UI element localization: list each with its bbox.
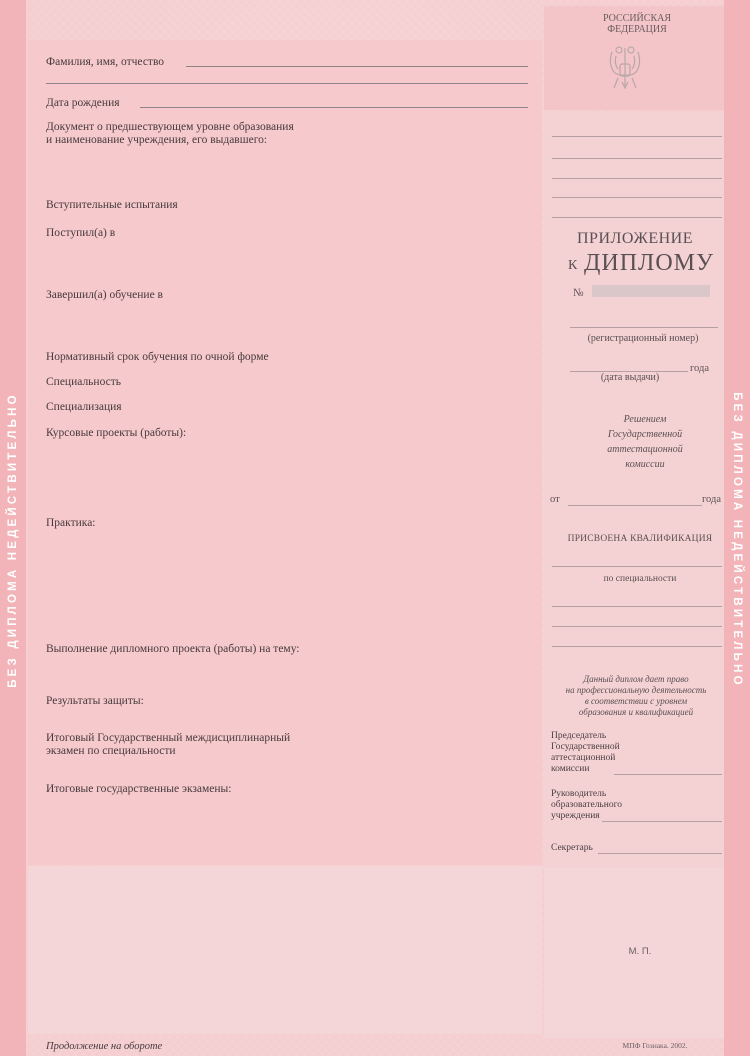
birth-date-line <box>140 107 528 108</box>
decision-line-3: аттестационной <box>607 444 683 455</box>
decision-line-2: Государственной <box>607 429 683 440</box>
right-blank-line-3 <box>552 178 722 179</box>
chairman-line-4: комиссии <box>551 764 590 774</box>
by-specialty-label: по специальности <box>603 574 677 584</box>
year-word-2: года <box>702 494 721 505</box>
rights-line-2: на профессиональную деятельность <box>565 685 707 695</box>
decision-line-1: Решением <box>623 414 667 425</box>
right-blank-line-2 <box>552 158 722 159</box>
printer-imprint: МПФ Гознака. 2002. <box>622 1041 688 1050</box>
country-line-1: РОССИЙСКАЯ <box>602 13 672 24</box>
course-projects-label: Курсовые проекты (работы): <box>46 427 187 439</box>
chairman-line-1: Председатель <box>551 731 607 741</box>
coat-of-arms-emblem <box>602 42 648 92</box>
practice-label: Практика: <box>46 517 96 529</box>
graduated-label: Завершил(а) обучение в <box>46 289 163 301</box>
specialty-line-3 <box>552 646 722 647</box>
state-exams-label: Итоговые государственные экзамены: <box>46 783 232 795</box>
defense-results-label: Результаты защиты: <box>46 695 144 707</box>
reg-number-caption: (регистрационный номер) <box>587 333 699 344</box>
specialty-line-1 <box>552 606 722 607</box>
decision-date-line <box>568 505 702 506</box>
diploma-project-label: Выполнение дипломного проекта (работы) на тему: <box>46 643 300 655</box>
full-name-label: Фамилия, имя, отчество <box>46 56 165 68</box>
reg-number-line <box>570 327 718 328</box>
qualification-line <box>552 566 722 567</box>
full-name-line <box>186 66 528 67</box>
final-exam-label-1: Итоговый Государственный междисциплинарный <box>46 732 291 744</box>
rights-line-1: Данный диплом дает право <box>583 674 689 684</box>
supplement-title: ПРИЛОЖЕНИЕ <box>576 230 693 247</box>
diploma-title: ДИПЛОМУ <box>584 250 714 276</box>
entrance-exams-label: Вступительные испытания <box>46 199 178 211</box>
issue-date-caption: (дата выдачи) <box>600 372 660 383</box>
prev-edu-label-1: Документ о предшествующем уровне образования <box>46 121 294 133</box>
stamp-place-label: М. П. <box>628 946 652 957</box>
year-word: года <box>690 363 709 374</box>
final-exam-label-2: экзамен по специальности <box>46 745 176 757</box>
enrolled-label: Поступил(а) в <box>46 227 116 239</box>
continued-on-back-label: Продолжение на обороте <box>46 1041 163 1052</box>
decision-line-4: комиссии <box>625 459 665 470</box>
right-blank-line-1 <box>552 136 722 137</box>
birth-date-label: Дата рождения <box>46 97 120 109</box>
chairman-line-3: аттестационной <box>551 753 616 763</box>
number-sign: № <box>573 287 584 299</box>
head-signature-line <box>602 821 722 822</box>
left-vertical-warning: БЕЗ ДИПЛОМА НЕДЕЙСТВИТЕЛЬНО <box>7 392 19 688</box>
right-blank-line-4 <box>552 197 722 198</box>
head-line-1: Руководитель <box>551 789 607 799</box>
rights-line-4: образования и квалификацией <box>578 707 694 717</box>
secretary-label: Секретарь <box>551 843 593 853</box>
chairman-line-2: Государственной <box>551 742 620 752</box>
secretary-signature-line <box>598 853 722 854</box>
head-line-2: образовательного <box>551 800 623 810</box>
head-line-3: учреждения <box>551 811 600 821</box>
right-vertical-warning: БЕЗ ДИПЛОМА НЕДЕЙСТВИТЕЛЬНО <box>731 392 743 688</box>
chairman-signature-line <box>614 774 722 775</box>
left-bottom-panel <box>28 866 542 1034</box>
prev-edu-label-2: и наименование учреждения, его выдавшего: <box>46 134 268 146</box>
country-line-2: ФЕДЕРАЦИЯ <box>607 24 667 35</box>
title-prefix: К <box>568 258 578 273</box>
specialty-label: Специальность <box>46 376 121 388</box>
from-word: от <box>550 494 560 505</box>
specialty-line-2 <box>552 626 722 627</box>
specialization-label: Специализация <box>46 401 122 413</box>
right-blank-line-5 <box>552 217 722 218</box>
normative-term-label: Нормативный срок обучения по очной форме <box>46 351 269 363</box>
full-name-line-2 <box>46 83 528 84</box>
diploma-number-redacted <box>592 285 710 297</box>
qualification-label: ПРИСВОЕНА КВАЛИФИКАЦИЯ <box>567 534 713 544</box>
rights-line-3: в соответствии с уровнем <box>584 696 688 706</box>
